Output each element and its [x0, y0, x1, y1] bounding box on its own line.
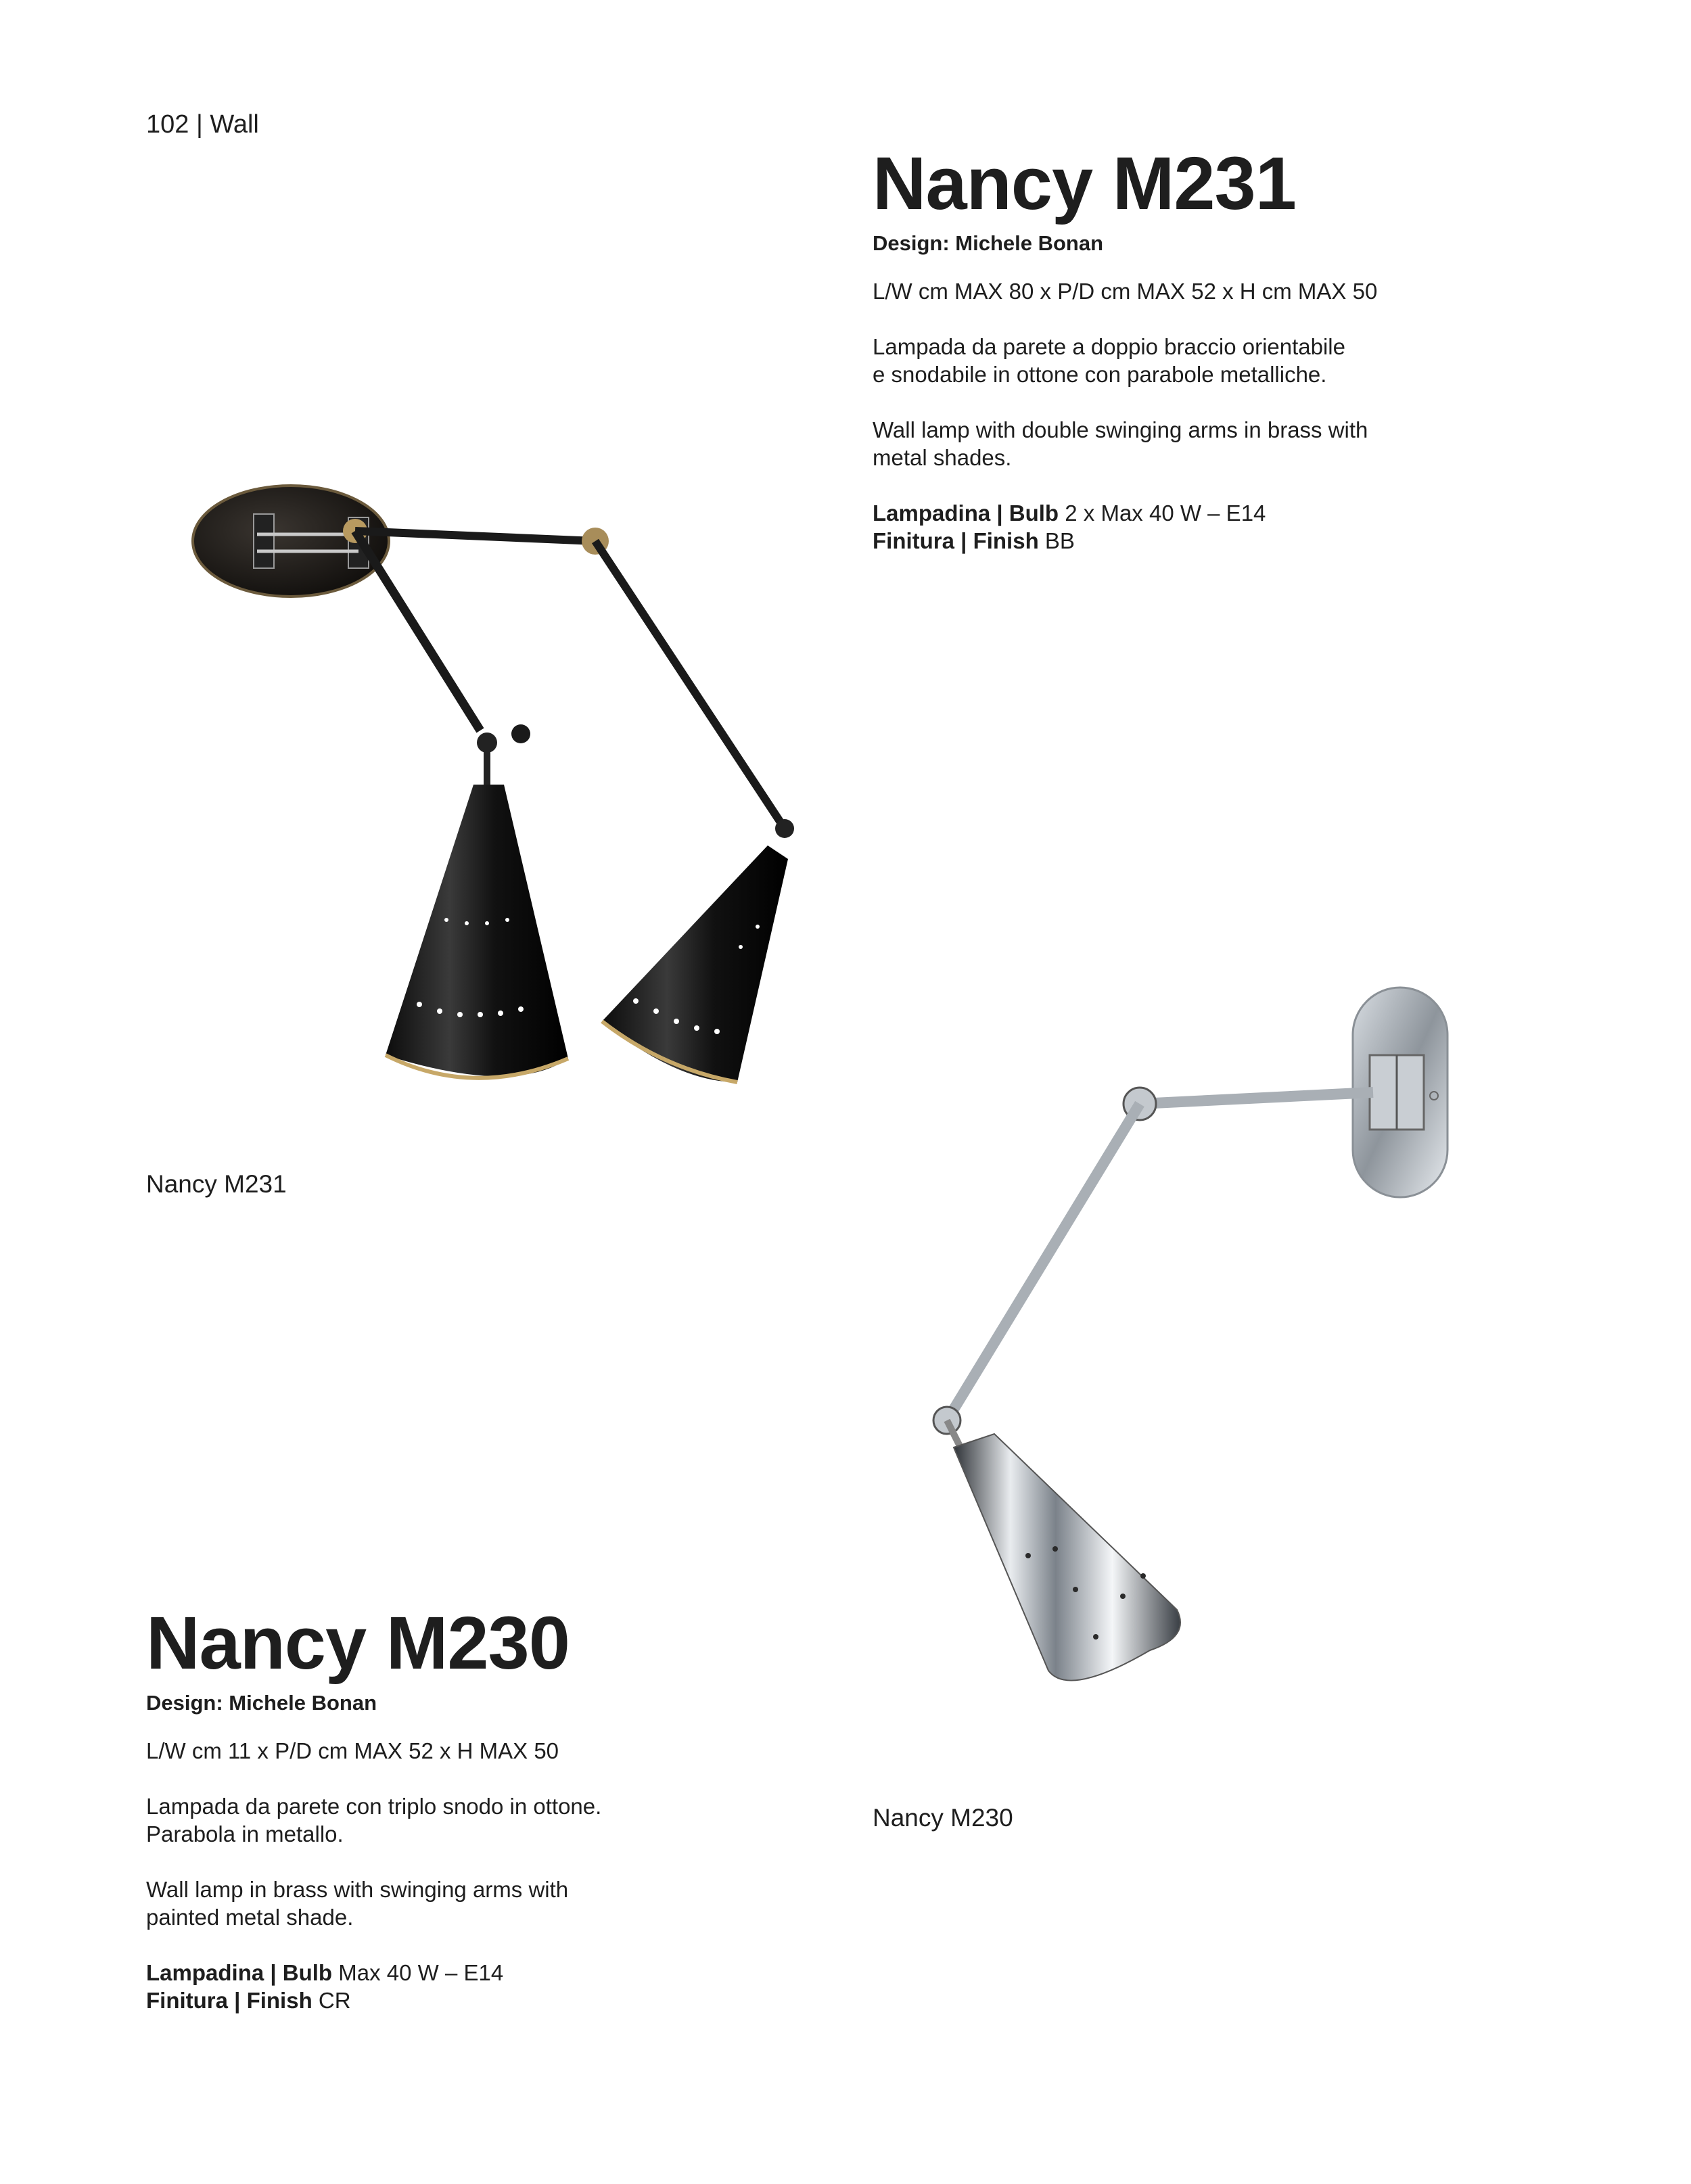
- product-description-en: Wall lamp with double swinging arms in brass with metal shades.: [873, 417, 1368, 470]
- product-description-en: Wall lamp in brass with swinging arms with painted metal shade.: [146, 1877, 569, 1930]
- lamp-m231-image: [189, 487, 825, 1109]
- product-m230-info: [146, 1603, 823, 2014]
- image-caption-m230: Nancy M230: [873, 1804, 1013, 1832]
- product-finish: Finitura | Finish CR: [146, 1988, 351, 2013]
- product-dimensions: L/W cm 11 x P/D cm MAX 52 x H MAX 50: [146, 1738, 559, 1763]
- product-description-it: Lampada da parete a doppio braccio orientabile e snodabile in ottone con parabole metalliche.: [873, 334, 1345, 387]
- lamp-m230-image: [920, 988, 1475, 1718]
- product-title: Nancy M230: [146, 1602, 570, 1685]
- product-title: Nancy M231: [873, 142, 1296, 225]
- page-header: 102 | Wall: [146, 110, 259, 139]
- product-bulb: Lampadina | Bulb Max 40 W – E14: [146, 1960, 504, 1985]
- product-finish: Finitura | Finish BB: [873, 528, 1075, 553]
- image-caption-m231: Nancy M231: [146, 1170, 287, 1198]
- product-designer: Design: Michele Bonan: [146, 1691, 377, 1715]
- product-description-it: Lampada da parete con triplo snodo in ottone. Parabola in metallo.: [146, 1794, 602, 1846]
- product-dimensions: L/W cm MAX 80 x P/D cm MAX 52 x H cm MAX 50: [873, 279, 1378, 304]
- product-bulb: Lampadina | Bulb 2 x Max 40 W – E14: [873, 501, 1266, 526]
- product-m231-info: [873, 143, 1549, 555]
- product-designer: Design: Michele Bonan: [873, 231, 1104, 255]
